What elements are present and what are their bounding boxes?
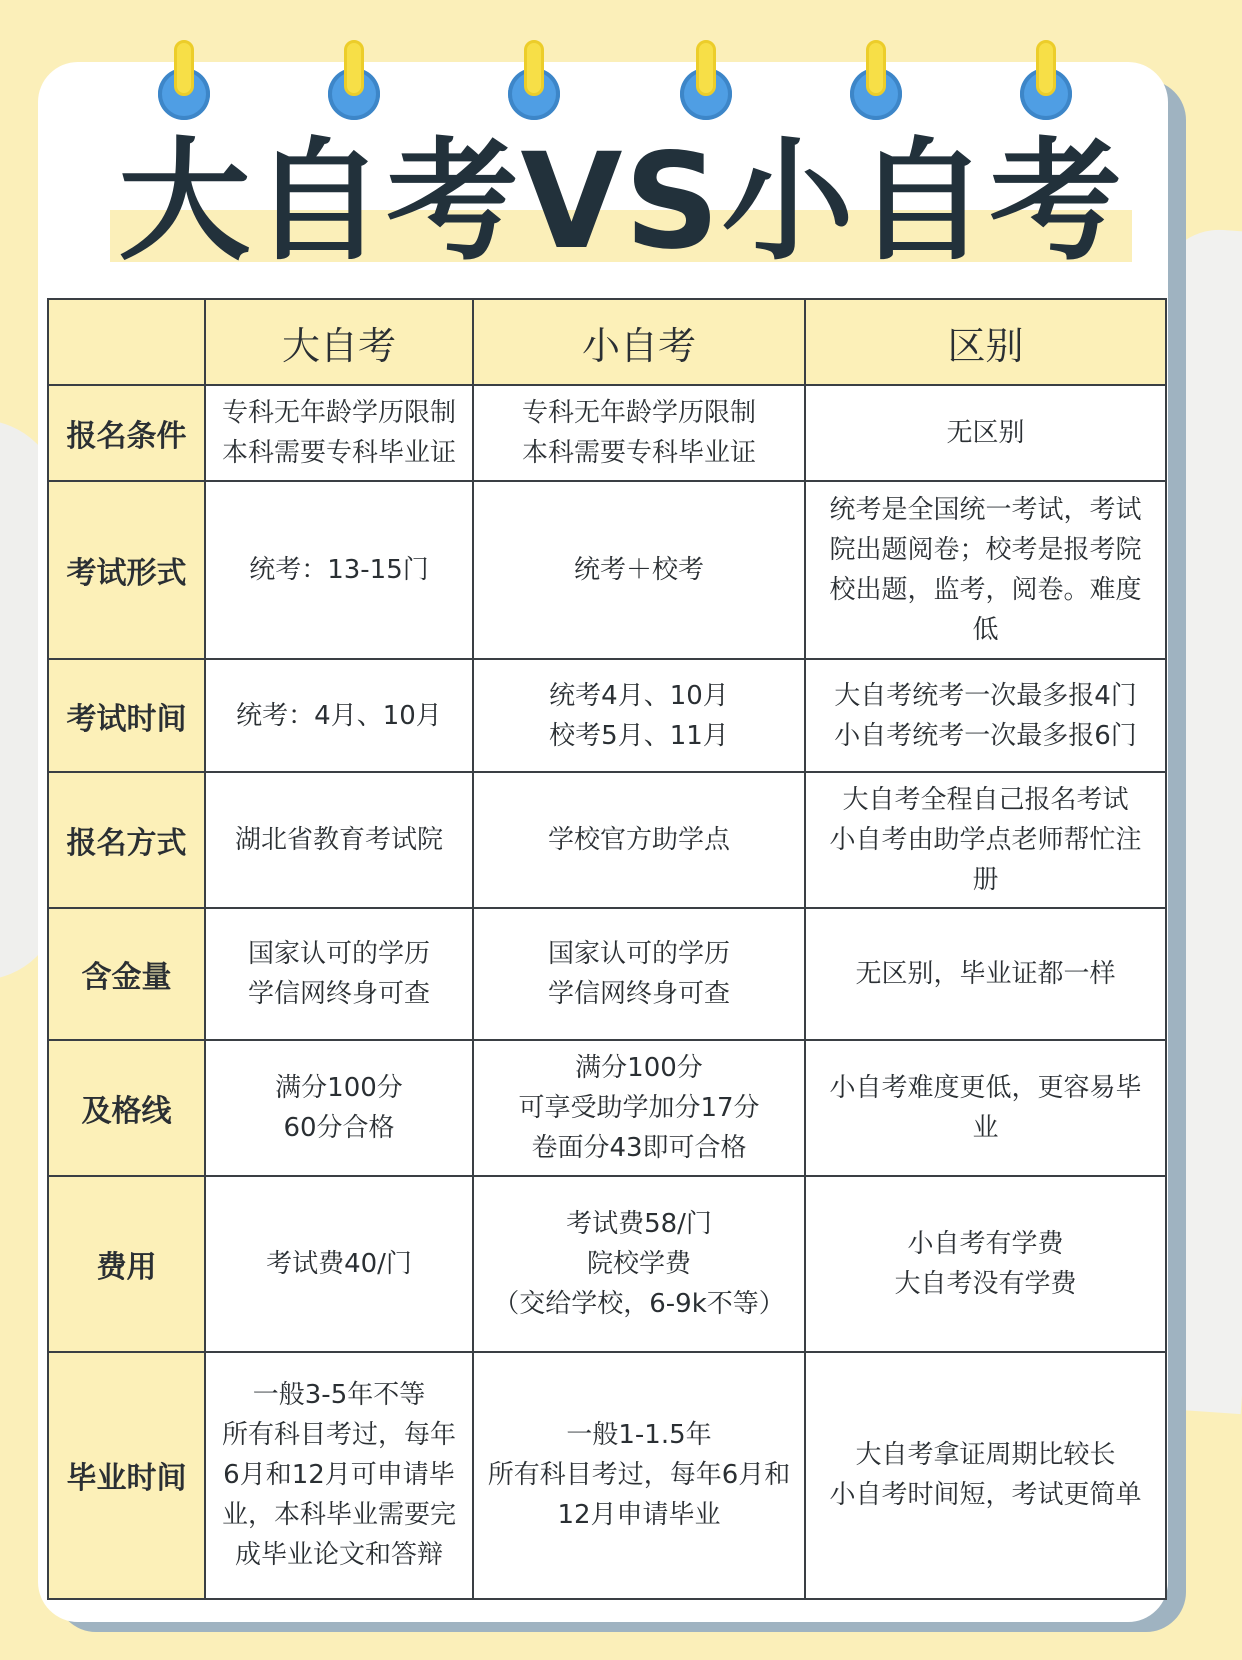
- cell-line: 考试费40/门: [266, 1249, 412, 1280]
- cell-difference: [805, 772, 1166, 908]
- cell-line: 学校官方助学点: [547, 825, 730, 856]
- cell-xiao-zikao: [473, 385, 805, 481]
- cell-line: 小自考难度更低，更容易毕: [829, 1073, 1142, 1104]
- cell-line: 大自考统考一次最多报4门: [834, 680, 1137, 711]
- cell-xiao-zikao: [473, 1352, 805, 1599]
- cell-line: 本科需要专科毕业证: [521, 438, 756, 469]
- header-corner: [48, 299, 205, 385]
- table-row: [48, 1352, 1166, 1599]
- cell-line: 12月申请毕业: [557, 1500, 721, 1531]
- table-row: [48, 481, 1166, 659]
- cell-line: 满分100分: [275, 1073, 403, 1104]
- cell-xiao-zikao: [473, 1040, 805, 1176]
- cell-line: 院校学费: [586, 1249, 691, 1280]
- row-label: 报名条件: [48, 385, 205, 481]
- cell-line: 院出题阅卷；校考是报考院: [829, 535, 1142, 566]
- cell-line: 小自考由助学点老师帮忙注: [829, 825, 1142, 856]
- cell-line: 可享受助学加分17分: [518, 1093, 760, 1124]
- cell-line: 国家认可的学历: [247, 939, 430, 970]
- cell-line: 大自考全程自己报名考试: [842, 785, 1129, 816]
- binder-ring-icon: [1020, 40, 1072, 120]
- table-row: [48, 1176, 1166, 1352]
- cell-da-zikao: [205, 1040, 473, 1176]
- cell-line: 业，本科毕业需要完: [221, 1500, 456, 1531]
- cell-line: 册: [972, 865, 999, 896]
- table-row: [48, 772, 1166, 908]
- cell-difference: [805, 659, 1166, 772]
- row-label: 毕业时间: [48, 1352, 205, 1599]
- table-header-row: [48, 299, 1166, 385]
- cell-line: 校出题，监考，阅卷。难度: [829, 575, 1142, 606]
- cell-da-zikao: [205, 1352, 473, 1599]
- cell-line: 学信网终身可查: [547, 979, 730, 1010]
- binder-ring-icon: [328, 40, 380, 120]
- cell-line: 一般3-5年不等: [252, 1380, 426, 1411]
- cell-line: 业: [972, 1113, 999, 1144]
- cell-line: 统考：13-15门: [249, 555, 429, 586]
- cell-line: 6月和12月可申请毕: [223, 1460, 455, 1491]
- comparison-table: [47, 298, 1167, 1600]
- cell-da-zikao: [205, 481, 473, 659]
- cell-difference: [805, 1176, 1166, 1352]
- cell-line: 60分合格: [283, 1113, 395, 1144]
- cell-difference: [805, 908, 1166, 1040]
- cell-line: 低: [972, 615, 999, 646]
- cell-line: 专科无年龄学历限制: [221, 398, 456, 429]
- cell-line: 大自考没有学费: [894, 1269, 1077, 1300]
- cell-line: 考试费58/门: [566, 1209, 712, 1240]
- binder-ring-icon: [158, 40, 210, 120]
- table-row: [48, 659, 1166, 772]
- cell-xiao-zikao: [473, 1176, 805, 1352]
- cell-xiao-zikao: [473, 481, 805, 659]
- cell-line: 学信网终身可查: [247, 979, 430, 1010]
- header-xiao-zikao: 小自考: [473, 299, 805, 385]
- header-da-zikao: 大自考: [205, 299, 473, 385]
- cell-difference: [805, 385, 1166, 481]
- row-label: 考试形式: [48, 481, 205, 659]
- cell-xiao-zikao: [473, 772, 805, 908]
- cell-line: 小自考时间短，考试更简单: [829, 1480, 1142, 1511]
- binder-ring-icon: [508, 40, 560, 120]
- cell-xiao-zikao: [473, 659, 805, 772]
- cell-difference: [805, 481, 1166, 659]
- cell-line: 本科需要专科毕业证: [221, 438, 456, 469]
- cell-line: 成毕业论文和答辩: [234, 1540, 443, 1571]
- cell-line: 一般1-1.5年: [566, 1420, 712, 1451]
- cell-line: 所有科目考过，每年: [221, 1420, 456, 1451]
- row-label: 费用: [48, 1176, 205, 1352]
- row-label: 报名方式: [48, 772, 205, 908]
- table-row: [48, 908, 1166, 1040]
- binder-ring-icon: [680, 40, 732, 120]
- cell-line: 统考是全国统一考试，考试: [829, 495, 1142, 526]
- row-label: 及格线: [48, 1040, 205, 1176]
- cell-xiao-zikao: [473, 908, 805, 1040]
- cell-line: 小自考有学费: [907, 1229, 1064, 1260]
- cell-da-zikao: [205, 1176, 473, 1352]
- cell-line: 卷面分43即可合格: [531, 1133, 747, 1164]
- header-difference: 区别: [805, 299, 1166, 385]
- cell-line: 统考：4月、10月: [236, 700, 442, 731]
- cell-da-zikao: [205, 908, 473, 1040]
- table-row: [48, 385, 1166, 481]
- cell-line: （交给学校，6-9k不等）: [493, 1289, 785, 1320]
- cell-line: 无区别: [946, 418, 1025, 449]
- cell-line: 湖北省教育考试院: [234, 825, 443, 856]
- cell-difference: [805, 1040, 1166, 1176]
- cell-line: 大自考拿证周期比较长: [855, 1440, 1116, 1471]
- cell-line: 满分100分: [575, 1053, 703, 1084]
- cell-line: 所有科目考过，每年6月和: [487, 1460, 791, 1491]
- cell-line: 国家认可的学历: [547, 939, 730, 970]
- table-row: [48, 1040, 1166, 1176]
- cell-line: 小自考统考一次最多报6门: [834, 720, 1137, 751]
- cell-line: 统考＋校考: [573, 555, 704, 586]
- cell-line: 校考5月、11月: [549, 720, 729, 751]
- cell-line: 无区别，毕业证都一样: [855, 959, 1116, 990]
- cell-da-zikao: [205, 385, 473, 481]
- cell-line: 统考4月、10月: [549, 680, 729, 711]
- row-label: 含金量: [48, 908, 205, 1040]
- cell-da-zikao: [205, 772, 473, 908]
- cell-line: 专科无年龄学历限制: [521, 398, 756, 429]
- page-title: 大自考VS小自考: [118, 125, 1124, 279]
- binder-ring-icon: [850, 40, 902, 120]
- row-label: 考试时间: [48, 659, 205, 772]
- cell-difference: [805, 1352, 1166, 1599]
- cell-da-zikao: [205, 659, 473, 772]
